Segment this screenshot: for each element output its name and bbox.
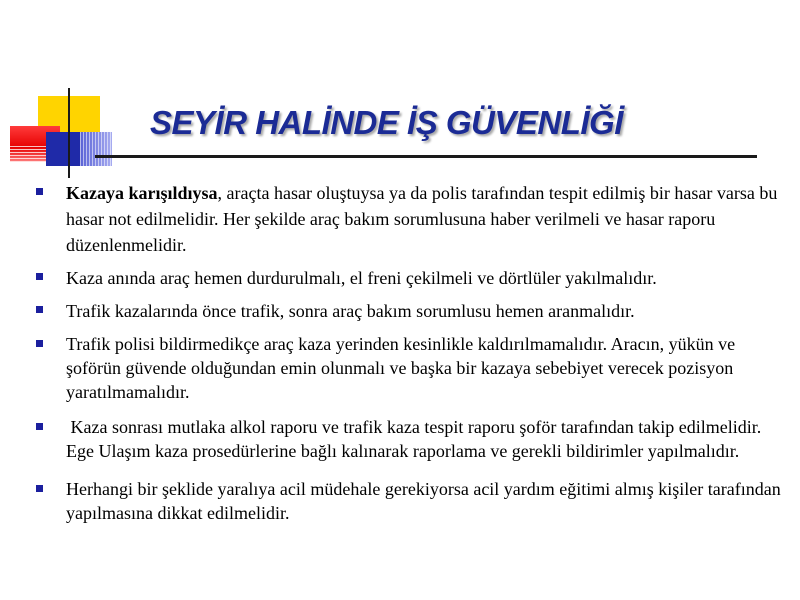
bullet-text: Trafik kazalarında önce trafik, sonra araç bakım sorumlusu hemen aranmalıdır. xyxy=(66,301,635,321)
bullet-text: Herhangi bir şeklide yaralıya acil müdehale gerekiyorsa acil yardım eğitimi almış kişiler tarafından yapılmasına dikkat edilmelidir. xyxy=(66,479,781,523)
title-underline xyxy=(95,155,757,158)
bullet-text: , araçta hasar oluştuysa ya da polis tarafından tespit edilmiş bir hasar varsa bu hasar not edilmelidir. Her şekilde araç bakım sorumlusuna haber verilmeli ve hasar raporu düzenlenmelidir. xyxy=(66,183,778,255)
navy-block xyxy=(46,132,80,166)
square-bullet-icon xyxy=(36,340,43,347)
bullet-list xyxy=(36,180,786,525)
bullet-text: Kaza anında araç hemen durdurulmalı, el freni çekilmeli ve dörtlüler yakılmalıdır. xyxy=(66,268,657,288)
bullet-item xyxy=(36,298,786,324)
square-bullet-icon xyxy=(36,188,43,195)
bullet-text: Trafik polisi bildirmedikçe araç kaza yerinden kesinlikle kaldırılmamalıdır. Aracın, yükün ve şoförün güvende olduğundan emin olunmalı ve başka bir kazaya sebebiyet verecek pozisyon yaratılmamalıdır. xyxy=(66,334,736,402)
square-bullet-icon xyxy=(36,485,43,492)
lavender-block-stripes xyxy=(80,132,112,166)
slide-title: SEYİR HALİNDE İŞ GÜVENLİĞİ xyxy=(150,104,623,141)
bullet-item xyxy=(36,332,786,404)
square-bullet-icon xyxy=(36,423,43,430)
logo-vertical-line xyxy=(68,88,70,178)
bullet-bold-lead: Kazaya karışıldıysa xyxy=(66,183,218,203)
bullet-item xyxy=(36,265,786,291)
color-blocks-logo xyxy=(0,0,130,180)
bullet-item xyxy=(36,477,786,525)
square-bullet-icon xyxy=(36,273,43,280)
bullet-text: Kaza sonrası mutlaka alkol raporu ve trafik kaza tespit raporu şoför tarafından takip edilmelidir. Ege Ulaşım kaza prosedürlerine bağlı kalınarak raporlama ve gerekli bildirimler yapılmalıdır. xyxy=(66,417,766,461)
bullet-item xyxy=(36,180,786,258)
bullet-item xyxy=(36,415,786,463)
square-bullet-icon xyxy=(36,306,43,313)
